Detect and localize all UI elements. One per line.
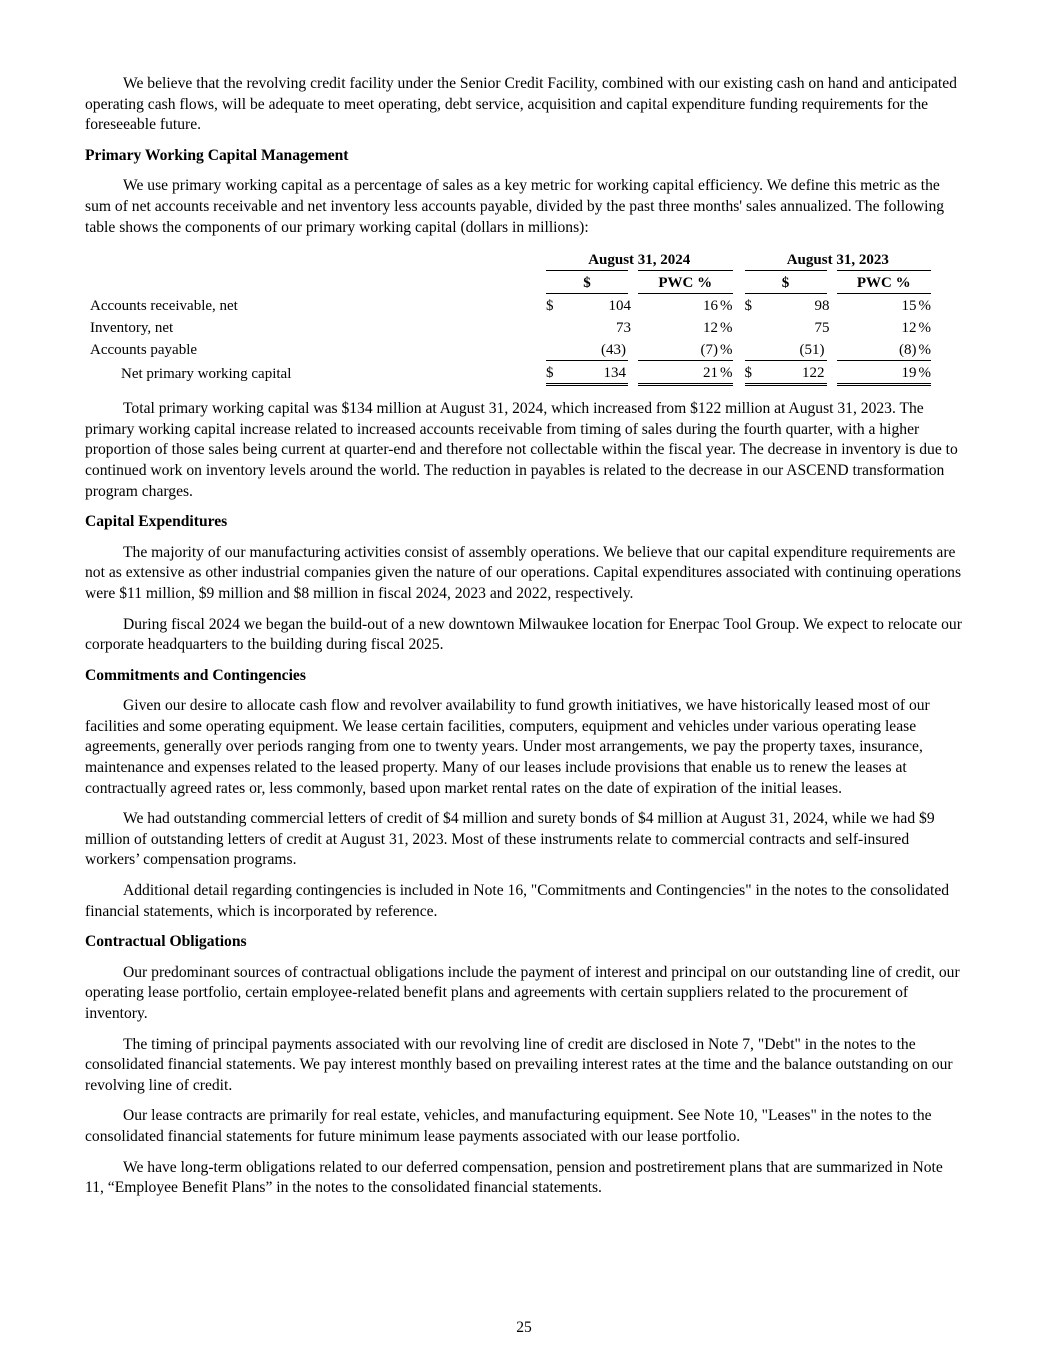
paragraph: During fiscal 2024 we began the build-out of a new downtown Milwaukee location for Enerpac Tool Group. We expect to relocate our corporate headquarters to the building during fiscal 2025. xyxy=(85,615,962,654)
paragraph: Our lease contracts are primarily for real estate, vehicles, and manufacturing equipment. See Note 10, "Leases" in the notes to the consolidated financial statements for future minimum lease payments associated with our lease portfolio. xyxy=(85,1107,932,1145)
primary-working-capital-table xyxy=(85,248,931,386)
currency-symbol xyxy=(745,338,765,361)
percent-sign: % xyxy=(918,319,932,336)
currency-symbol: $ xyxy=(744,297,753,314)
paragraph: We use primary working capital as a percentage of sales as a key metric for working capital efficiency. We define this metric as the sum of net accounts receivable and net inventory less accounts payable, divided by the past three months' sales annualized. The following table shows the components of our primary working capital (dollars in millions): xyxy=(85,177,945,236)
percent-sign: % xyxy=(720,338,733,361)
amount: 75 xyxy=(814,319,830,336)
percent: 15 xyxy=(901,297,917,314)
amount: (43) xyxy=(566,338,633,361)
paragraph: We had outstanding commercial letters of credit of $4 million and surety bonds of $4 million at August 31, 2024, while we had $9 million of outstanding letters of credit at August 31, 2023. Most of these instruments relate to commercial contracts and self-insured workers’ compensation programs. xyxy=(85,810,935,869)
amount: 122 xyxy=(765,361,832,385)
percent: 19 xyxy=(832,361,919,385)
amount: 98 xyxy=(814,297,830,314)
period-header: August 31, 2023 xyxy=(745,248,932,271)
paragraph: Our predominant sources of contractual obligations include the payment of interest and principal on our outstanding line of credit, our operating lease portfolio, certain employee-related benefit plans and agreements with certain suppliers related to the procurement of inventory. xyxy=(85,963,960,1022)
column-header: $ xyxy=(745,271,832,294)
percent: (8) xyxy=(832,338,919,361)
row-label: Inventory, net xyxy=(90,319,174,336)
currency-symbol: $ xyxy=(546,361,566,385)
percent: 21 xyxy=(633,361,720,385)
paragraph: Given our desire to allocate cash flow and revolver availability to fund growth initiatives, we have historically leased most of our facilities and some operating equipment. We lease certain facilities, computers, equipment and vehicles under various operating lease agreements, generally over periods ranging from one to twenty years. Under most arrangements, we pay the property taxes, insurance, maintenance and expenses related to the leased property. Many of our leases include provisions that enable us to renew the leases at contractually agreed rates or, less commonly, based upon market rental rates on the date of expiration of the initial leases. xyxy=(85,697,930,797)
percent-sign: % xyxy=(720,361,733,385)
percent-sign: % xyxy=(918,297,932,314)
paragraph: Total primary working capital was $134 million at August 31, 2024, which increased from $122 million at August 31, 2023. The primary working capital increase related to increased accounts receivable from timing of sales during the fourth quarter, with a higher proportion of those sales being current at quarter-end and therefore not collectable within the fiscal year. The decrease in inventory is due to continued work on inventory levels around the world. The reduction in payables is related to the decrease in our ASCEND transformation program charges. xyxy=(85,400,958,500)
column-header: $ xyxy=(546,271,633,294)
currency-symbol xyxy=(546,338,566,361)
percent-sign: % xyxy=(919,361,932,385)
row-label: Net primary working capital xyxy=(121,366,292,383)
paragraph: We believe that the revolving credit facility under the Senior Credit Facility, combined with our existing cash on hand and anticipated operating cash flows, will be adequate to meet operating, debt service, acquisition and capital expenditure funding requirements for the foreseeable future. xyxy=(85,75,957,134)
percent: 12 xyxy=(901,319,917,336)
percent-sign: % xyxy=(720,297,733,314)
paragraph: The majority of our manufacturing activities consist of assembly operations. We believe that our capital expenditure requirements are not as extensive as other industrial companies given the nature of our operations. Capital expenditures associated with continuing operations were $11 million, $9 million and $8 million in fiscal 2024, 2023 and 2022, respectively. xyxy=(85,543,962,602)
amount: (51) xyxy=(765,338,832,361)
amount: 73 xyxy=(616,319,631,336)
paragraph: Additional detail regarding contingencies is included in Note 16, "Commitments and Contingencies" in the notes to the consolidated financial statements, which is incorporated by reference. xyxy=(85,882,950,920)
currency-symbol: $ xyxy=(745,361,765,385)
table-total-row xyxy=(85,361,931,385)
percent: (7) xyxy=(633,338,720,361)
table-row xyxy=(85,338,931,361)
currency-symbol xyxy=(745,316,765,338)
column-header: PWC % xyxy=(832,271,932,294)
row-label: Accounts receivable, net xyxy=(90,297,238,314)
percent: 12 xyxy=(703,319,718,336)
currency-symbol: $ xyxy=(546,297,554,314)
document-page xyxy=(85,74,965,1209)
paragraph: We have long-term obligations related to our deferred compensation, pension and postretirement plans that are summarized in Note 11, “Employee Benefit Plans” in the notes to the consolidated financial statements. xyxy=(85,1158,943,1197)
table-header-periods xyxy=(85,248,931,271)
section-heading: Capital Expenditures xyxy=(85,513,228,531)
page-number: 25 xyxy=(516,1319,532,1336)
percent: 16 xyxy=(703,297,718,314)
table-row xyxy=(85,294,931,317)
currency-symbol xyxy=(546,316,566,338)
table-header-columns xyxy=(85,271,931,294)
paragraph: The timing of principal payments associated with our revolving line of credit are disclosed in Note 7, "Debt" in the notes to the consolidated financial statements. We pay interest monthly based on prevailing interest rates at the time and the balance outstanding on our revolving line of credit. xyxy=(85,1035,953,1094)
row-label: Accounts payable xyxy=(90,342,198,359)
percent-sign: % xyxy=(720,319,733,336)
table-row xyxy=(85,316,931,338)
section-heading: Contractual Obligations xyxy=(85,933,247,951)
period-header: August 31, 2024 xyxy=(546,248,733,271)
section-heading: Primary Working Capital Management xyxy=(85,146,349,164)
section-heading: Commitments and Contingencies xyxy=(85,666,306,684)
amount: 134 xyxy=(566,361,633,385)
amount: 104 xyxy=(608,297,631,314)
percent-sign: % xyxy=(919,338,932,361)
column-header: PWC % xyxy=(633,271,733,294)
